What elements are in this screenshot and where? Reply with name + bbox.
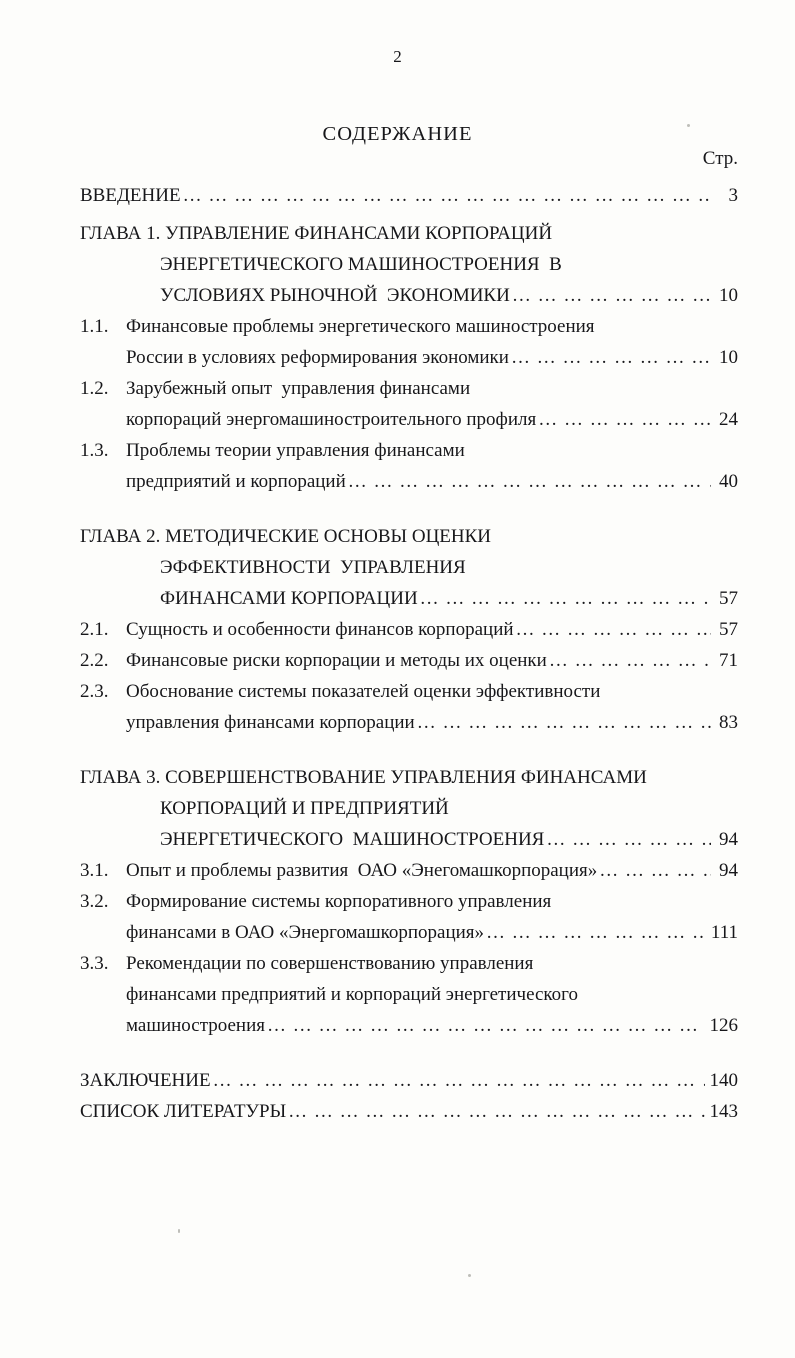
- entry-page: 143: [709, 1101, 738, 1122]
- entry-text: Формирование системы корпоративного управления: [126, 891, 552, 912]
- entry-text: Финансовые проблемы энергетического машиностроения: [126, 316, 595, 337]
- entry-text: ФИНАНСАМИ КОРПОРАЦИИ: [160, 588, 418, 609]
- entry-text: Сущность и особенности финансов корпораций: [126, 619, 514, 640]
- dot-leader: [348, 466, 711, 497]
- entry-page: 57: [719, 588, 738, 609]
- entry-page: 94: [719, 860, 738, 881]
- entry-page: 140: [709, 1070, 738, 1091]
- entry-page: 10: [719, 285, 738, 306]
- entry-text: корпораций энергомашиностроительного профиля: [126, 409, 537, 430]
- entry-page: 57: [719, 619, 738, 640]
- entry-text: ВВЕДЕНИЕ: [80, 185, 181, 206]
- entry-page: 40: [719, 471, 738, 492]
- entry-text: ГЛАВА 3. СОВЕРШЕНСТВОВАНИЕ УПРАВЛЕНИЯ ФИНАНСАМИ: [80, 767, 647, 788]
- entry-number: 3.1.: [80, 860, 109, 881]
- dot-leader: [288, 1096, 704, 1127]
- page-column-label: Стр.: [702, 148, 738, 169]
- toc-row: [80, 645, 738, 676]
- entry-page: 71: [719, 650, 738, 671]
- entry-text: финансами в ОАО «Энергомашкорпорация»: [126, 922, 485, 943]
- entry-text: Зарубежный опыт управления финансами: [126, 378, 471, 399]
- toc-row: [80, 948, 738, 979]
- dot-leader: [516, 614, 711, 645]
- entry-number: 1.1.: [80, 316, 109, 337]
- toc-row: [80, 1096, 738, 1127]
- toc-row: [80, 404, 738, 435]
- toc-row: [80, 583, 738, 614]
- toc-row: [80, 311, 738, 342]
- entry-text: финансами предприятий и корпораций энергетического: [126, 984, 578, 1005]
- entry-text: Проблемы теории управления финансами: [126, 440, 465, 461]
- entry-page: 83: [719, 712, 738, 733]
- dot-leader: [538, 404, 711, 435]
- entry-page: 3: [728, 185, 738, 206]
- dot-leader: [549, 645, 711, 676]
- dot-leader: [512, 280, 711, 311]
- entry-number: 2.2.: [80, 650, 109, 671]
- toc-row: [80, 552, 738, 583]
- dot-leader: [183, 180, 711, 211]
- entry-text: Рекомендации по совершенствованию управления: [126, 953, 534, 974]
- toc-row: [80, 435, 738, 466]
- entry-number: 2.3.: [80, 681, 109, 702]
- table-of-contents: [80, 180, 738, 1127]
- entry-page: 10: [719, 347, 738, 368]
- dot-leader: [486, 917, 706, 948]
- toc-row: [80, 218, 738, 249]
- entry-text: России в условиях реформирования экономики: [126, 347, 509, 368]
- dot-leader: [599, 855, 711, 886]
- dot-leader: [546, 824, 711, 855]
- toc-row: [80, 676, 738, 707]
- entry-text: предприятий и корпораций: [126, 471, 346, 492]
- entry-text: ГЛАВА 2. МЕТОДИЧЕСКИЕ ОСНОВЫ ОЦЕНКИ: [80, 526, 492, 547]
- toc-row: [80, 280, 738, 311]
- toc-row: [80, 249, 738, 280]
- entry-text: УСЛОВИЯХ РЫНОЧНОЙ ЭКОНОМИКИ: [160, 285, 510, 306]
- dot-leader: [417, 707, 711, 738]
- entry-text: СПИСОК ЛИТЕРАТУРЫ: [80, 1101, 287, 1122]
- scan-speck: [468, 1274, 471, 1277]
- dot-leader: [420, 583, 711, 614]
- entry-text: ЭНЕРГЕТИЧЕСКОГО МАШИНОСТРОЕНИЯ: [160, 829, 545, 850]
- entry-text: КОРПОРАЦИЙ И ПРЕДПРИЯТИЙ: [160, 798, 449, 819]
- entry-text: управления финансами корпорации: [126, 712, 415, 733]
- scan-speck: [178, 1229, 180, 1233]
- entry-number: 1.2.: [80, 378, 109, 399]
- toc-row: [80, 1010, 738, 1041]
- entry-text: ГЛАВА 1. УПРАВЛЕНИЕ ФИНАНСАМИ КОРПОРАЦИЙ: [80, 223, 553, 244]
- toc-row: [80, 614, 738, 645]
- toc-row: [80, 886, 738, 917]
- entry-number: 3.2.: [80, 891, 109, 912]
- entry-number: 1.3.: [80, 440, 109, 461]
- toc-row: [80, 373, 738, 404]
- toc-row: [80, 342, 738, 373]
- dot-leader: [213, 1065, 705, 1096]
- entry-text: машиностроения: [126, 1015, 265, 1036]
- dot-leader: [267, 1010, 705, 1041]
- toc-row: [80, 466, 738, 497]
- toc-row: [80, 707, 738, 738]
- dot-leader: [511, 342, 711, 373]
- entry-text: Опыт и проблемы развития ОАО «Энегомашкорпорация»: [126, 860, 598, 881]
- entry-text: Финансовые риски корпорации и методы их оценки: [126, 650, 547, 671]
- toc-row: [80, 855, 738, 886]
- entry-page: 126: [709, 1015, 738, 1036]
- toc-row: [80, 521, 738, 552]
- toc-row: [80, 979, 738, 1010]
- entry-page: 94: [719, 829, 738, 850]
- toc-row: [80, 917, 738, 948]
- toc-row: [80, 1065, 738, 1096]
- entry-text: ЗАКЛЮЧЕНИЕ: [80, 1070, 211, 1091]
- toc-row: [80, 793, 738, 824]
- entry-page: 111: [710, 922, 738, 943]
- entry-page: 24: [719, 409, 738, 430]
- entry-number: 3.3.: [80, 953, 109, 974]
- entry-text: Обоснование системы показателей оценки эффективности: [126, 681, 601, 702]
- entry-number: 2.1.: [80, 619, 109, 640]
- entry-text: ЭФФЕКТИВНОСТИ УПРАВЛЕНИЯ: [160, 557, 466, 578]
- page-number: 2: [393, 47, 402, 66]
- toc-row: [80, 824, 738, 855]
- toc-row: [80, 762, 738, 793]
- scan-speck: [687, 124, 690, 127]
- entry-text: ЭНЕРГЕТИЧЕСКОГО МАШИНОСТРОЕНИЯ В: [160, 254, 562, 275]
- toc-title: СОДЕРЖАНИЕ: [322, 123, 473, 145]
- toc-row: [80, 180, 738, 211]
